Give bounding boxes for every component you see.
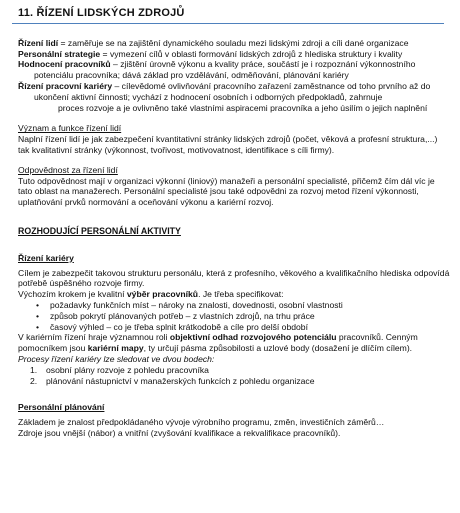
text: , ty určují pásma způsobilosti a uzlové body (dosažení je dlíčím cílem). — [143, 343, 413, 354]
title-bar — [12, 6, 444, 24]
page-title: 11. ŘÍZENÍ LIDSKÝCH ZDROJŮ — [18, 7, 185, 19]
list-item — [30, 365, 450, 376]
definition-rizeni-kariery-cont: proces rozvoje a je ovlivněno také vlastními aspiracemi pracovníka a jeho úsilím o jejich naplnění — [58, 102, 428, 113]
list-item: • způsob pokrytí plánovaných potřeb – z vlastních zdrojů, na trhu práce — [36, 311, 450, 322]
definition-rizeni-kariery — [18, 81, 450, 103]
planovani-paragraph-2: Zdroje jsou vnější (nábor) a vnitřní (zvyšování kvalifikace a rekvalifikace pracovníků). — [18, 427, 341, 438]
text: pracovníků. Cenným pomocníkem jsou — [18, 332, 418, 354]
term: Řízení lidí — [18, 37, 59, 48]
emphasis: kariérní mapy — [87, 343, 144, 354]
definition-text: – cílevědomé ovlivňování pracovního zařazení zaměstnance od toho prvního až do ukončení aktivní činnosti; vychází z hodnocení osobních i odborných předpokladů, zahrnuje — [34, 80, 431, 102]
list-item — [30, 376, 450, 387]
kariera-paragraph-4: Procesy řízení kariéry lze sledovat ve dvou bodech: — [18, 353, 215, 364]
bullet-list — [18, 300, 450, 332]
heading-rizeni-kariery: Řízení kariéry — [18, 252, 74, 263]
definition-text: = zaměřuje se na zajištění dynamického souladu mezi lidskými zdroji a cíli dané organizace — [58, 37, 409, 48]
section-text-odpovednost: Tuto odpovědnost mají v organizaci výkonní (liniový) manažeři a personální specialisté, přičemž čím dál víc je tato oblast na manažerech. Personální specialisté jsou také odpovědni za rozvoj metod řízení výkonnosti, uplatňování prvků normování a oceňování výkonu a kariérní rozvoj. — [18, 175, 435, 208]
list-text: osobní plány rozvoje z pohledu pracovníka — [46, 364, 209, 375]
numbered-list — [18, 365, 450, 387]
list-item: • časový výhled – co je třeba splnit krátkodobě a cíle pro delší období — [36, 322, 450, 333]
section-heading-vyznam: Význam a funkce řízení lidí — [18, 123, 122, 134]
list-text: plánování nástupnictví v manažerských funkcích z pohledu organizace — [46, 375, 315, 386]
section-heading-odpovednost: Odpovědnost za řízení lidí — [18, 164, 118, 175]
document-page — [0, 6, 460, 513]
definitions-block — [18, 38, 450, 114]
term: Personální strategie — [18, 48, 101, 59]
kariera-paragraph-3 — [18, 332, 450, 354]
emphasis: objektivní odhad rozvojového potenciálu — [169, 332, 337, 343]
definition-text: = vymezení cílů v oblasti formování lidských zdrojů z hlediska struktury i kvality — [100, 48, 403, 59]
definition-hodnoceni — [18, 59, 450, 81]
text: V kariérním řízení hraje významnou roli — [18, 332, 170, 343]
list-number: 1. — [30, 364, 38, 375]
kariera-paragraph-2 — [18, 289, 450, 300]
text: . Je třeba specifikovat: — [198, 289, 284, 300]
heading-personalni-planovani: Personální plánování — [18, 402, 105, 413]
section-text-vyznam: Naplní řízení lidí je jak zabezpečení kvantitativní stránky lidských zdrojů (počet, věková a profesní struktura,...) tak kvalitativní stránky (výkonnost, tvořivost, motivovatnost, identifikace s cíli firmy). — [18, 134, 438, 155]
definition-text: – zjištění úrovně výkonu a kvality práce, součástí je i rozpoznání výkonnostního potenciálu pracovníka; dává základ pro vzdělávání, odměňování, plánování kariéry — [34, 59, 416, 81]
main-heading: ROZHODUJÍCÍ PERSONÁLNÍ AKTIVITY — [18, 225, 181, 236]
term: Hodnocení pracovníků — [18, 59, 111, 70]
kariera-paragraph-1: Cílem je zabezpečit takovou strukturu personálu, která z profesního, věkového a kvalifikačního hlediska odpovídá potřebě úspěšného rozvoje firmy. — [18, 267, 450, 289]
definition-personalni-strategie — [18, 49, 450, 60]
term: Řízení pracovní kariéry — [18, 80, 113, 91]
definition-rizeni-lidi — [18, 38, 450, 49]
text: Výchozím krokem je kvalitní — [18, 289, 127, 300]
list-item: • požadavky funkčních míst – nároky na znalosti, dovednosti, osobní vlastnosti — [36, 300, 450, 311]
planovani-paragraph-1: Základem je znalost předpokládaného vývoje výrobního programu, změn, investičních záměrů… — [18, 417, 385, 428]
list-number: 2. — [30, 375, 38, 386]
emphasis: výběr pracovníků — [126, 289, 199, 300]
